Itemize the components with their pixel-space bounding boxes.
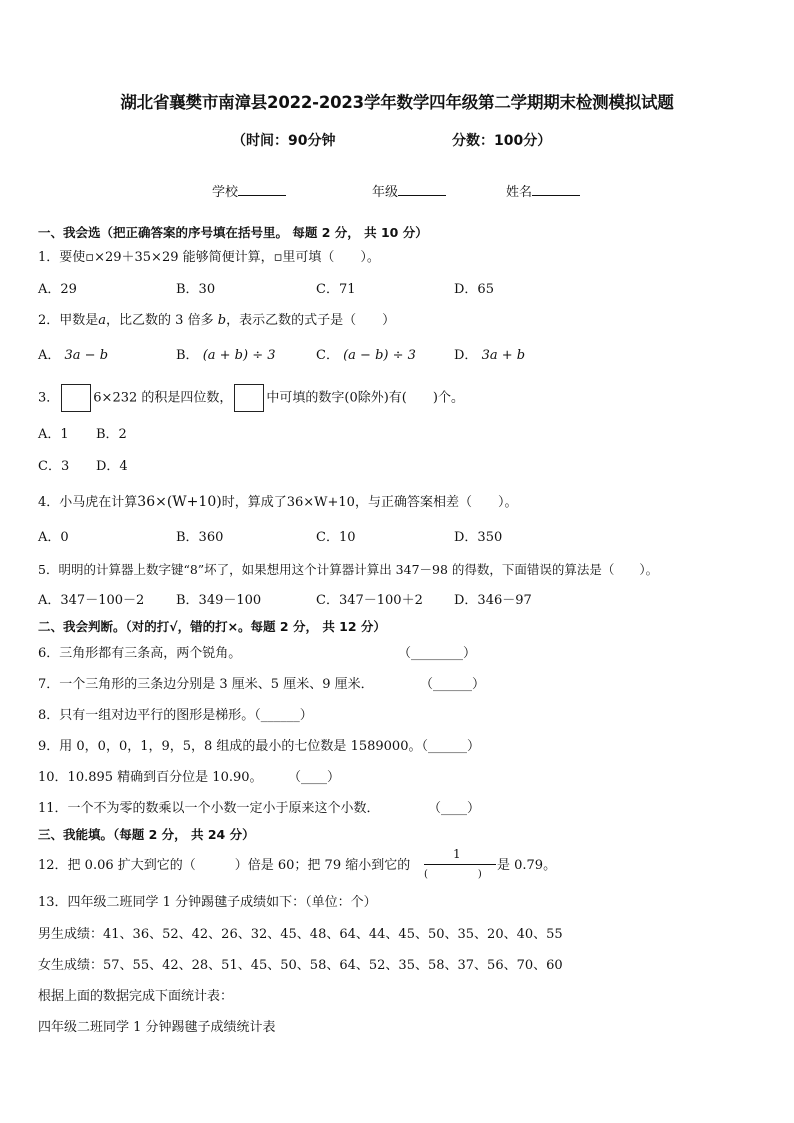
q4-expr-1: 36×(W+10) [137, 494, 222, 510]
q1-option-a[interactable]: A．29 [38, 282, 77, 297]
name-blank[interactable] [532, 181, 580, 196]
question-1: 1．要使▫×29＋35×29 能够简便计算，▫里可填（ ）。 [38, 250, 380, 265]
q3-box-2[interactable] [234, 384, 264, 412]
boys-scores: 男生成绩：41、36、52、42、26、32、45、48、64、44、45、50、35、20、40、55 [38, 927, 563, 942]
q2-var-a: a [98, 313, 107, 328]
q2-option-a[interactable] [38, 347, 108, 365]
q2-b-label: B． [176, 348, 199, 363]
q4-option-c[interactable]: C．10 [316, 530, 356, 545]
exam-time: （时间：90分钟 [232, 133, 336, 149]
question-10: 10．10.895 精确到百分位是 10.90。 [38, 770, 263, 785]
q3-option-d[interactable]: D．4 [96, 459, 128, 474]
q3-mid: 6×232 的积是四位数， [93, 390, 233, 406]
q2-option-d[interactable] [454, 347, 525, 365]
grade-blank[interactable] [398, 181, 446, 196]
question-5: 5．明明的计算器上数字键“8”坏了，如果想用这个计算器计算出 347－98 的得数，下面错误的算法是（ ）。 [38, 562, 659, 577]
q2-b-expr: (a + b) ÷ 3 [202, 348, 276, 363]
q3-option-b[interactable]: B．2 [96, 427, 127, 442]
question-6: 6．三角形都有三条高，两个锐角。 [38, 646, 242, 661]
q2-c-label: C． [316, 348, 339, 363]
question-3 [38, 384, 464, 413]
section-3-heading: 三、我能填。（每题 2 分， 共 24 分） [38, 827, 255, 842]
question-7: 7．一个三角形的三条边分别是 3 厘米、5 厘米、9 厘米． [38, 677, 374, 692]
section-1-heading: 一、我会选（把正确答案的序号填在括号里。 每题 2 分， 共 10 分） [38, 225, 428, 240]
school-label: 学校 [212, 185, 239, 200]
table-instruction: 根据上面的数据完成下面统计表： [38, 989, 234, 1004]
q4-mid: 时，算成了 [221, 495, 287, 510]
table-title: 四年级二班同学 1 分钟踢毽子成绩统计表 [38, 1020, 276, 1035]
q4-tail: ，与正确答案相差（ ）。 [354, 495, 518, 510]
q2-text: 2．甲数是 [38, 313, 99, 328]
q12-fraction-denominator[interactable]: ( ) [424, 869, 482, 880]
question-8: 8．只有一组对边平行的图形是梯形。（______） [38, 708, 313, 723]
q3-tail: 中可填的数字(0除外)有( )个。 [266, 390, 464, 406]
q5-option-a[interactable]: A．347－100－2 [38, 593, 145, 608]
q12-end: 是 0.79。 [497, 858, 557, 873]
q2-a-label: A． [38, 348, 61, 363]
q4-option-a[interactable]: A．0 [38, 530, 69, 545]
q4-option-b[interactable]: B．360 [176, 530, 224, 545]
q6-answer-blank[interactable]: （________） [398, 646, 477, 661]
q11-answer-blank[interactable]: （____） [428, 801, 481, 816]
q2-option-b[interactable] [176, 347, 276, 365]
q2-d-label: D． [454, 348, 478, 363]
q3-num: 3． [38, 390, 60, 406]
name-label: 姓名 [506, 185, 533, 200]
q3-option-a[interactable]: A．1 [38, 427, 69, 442]
q2-tail: ，表示乙数的式子是（ ） [226, 313, 396, 328]
q2-var-b: b [217, 313, 227, 328]
q2-mid: ，比乙数的 3 倍多 [106, 313, 214, 328]
q2-a-expr: 3a − b [64, 348, 109, 363]
q2-option-c[interactable] [316, 347, 416, 365]
question-2 [38, 312, 395, 330]
exam-score: 分数：100分） [452, 133, 552, 149]
section-2-heading: 二、我会判断。（对的打√，错的打×。每题 2 分， 共 12 分） [38, 619, 386, 634]
q1-option-d[interactable]: D．65 [454, 282, 494, 297]
school-blank[interactable] [238, 181, 286, 196]
q10-answer-blank[interactable]: （____） [288, 770, 341, 785]
question-9: 9．用 0，0，0，1，9，5，8 组成的最小的七位数是 1589000。（______） [38, 739, 480, 754]
q1-option-c[interactable]: C．71 [316, 282, 356, 297]
question-13: 13．四年级二班同学 1 分钟踢毽子成绩如下：（单位：个） [38, 895, 377, 910]
girls-scores: 女生成绩：57、55、42、28、51、45、50、58、64、52、35、58、37、56、70、60 [38, 958, 563, 973]
q5-option-d[interactable]: D．346－97 [454, 593, 532, 608]
q5-option-c[interactable]: C．347－100＋2 [316, 593, 423, 608]
q1-option-b[interactable]: B．30 [176, 282, 216, 297]
q5-option-b[interactable]: B．349－100 [176, 593, 262, 608]
q3-option-c[interactable]: C．3 [38, 459, 70, 474]
q2-c-expr: (a − b) ÷ 3 [343, 348, 416, 363]
grade-field[interactable] [372, 181, 446, 200]
question-12: 12．把 0.06 扩大到它的（ ）倍是 60；把 79 缩小到它的 [38, 858, 411, 873]
grade-label: 年级 [372, 185, 399, 200]
question-11: 11．一个不为零的数乘以一个小数一定小于原来这个小数． [38, 801, 380, 816]
q12-fraction-numerator: 1 [453, 847, 461, 861]
q3-box-1[interactable] [61, 384, 91, 412]
q2-d-expr: 3a + b [481, 348, 526, 363]
q4-option-d[interactable]: D．350 [454, 530, 503, 545]
school-field[interactable] [212, 181, 286, 200]
q7-answer-blank[interactable]: （______） [420, 677, 486, 692]
name-field[interactable] [506, 181, 580, 200]
q4-start: 4．小马虎在计算 [38, 495, 138, 510]
q4-expr-2: 36×W+10 [286, 495, 355, 510]
question-4 [38, 493, 517, 512]
page-title: 湖北省襄樊市南漳县2022-2023学年数学四年级第二学期期末检测模拟试题 [120, 93, 674, 112]
